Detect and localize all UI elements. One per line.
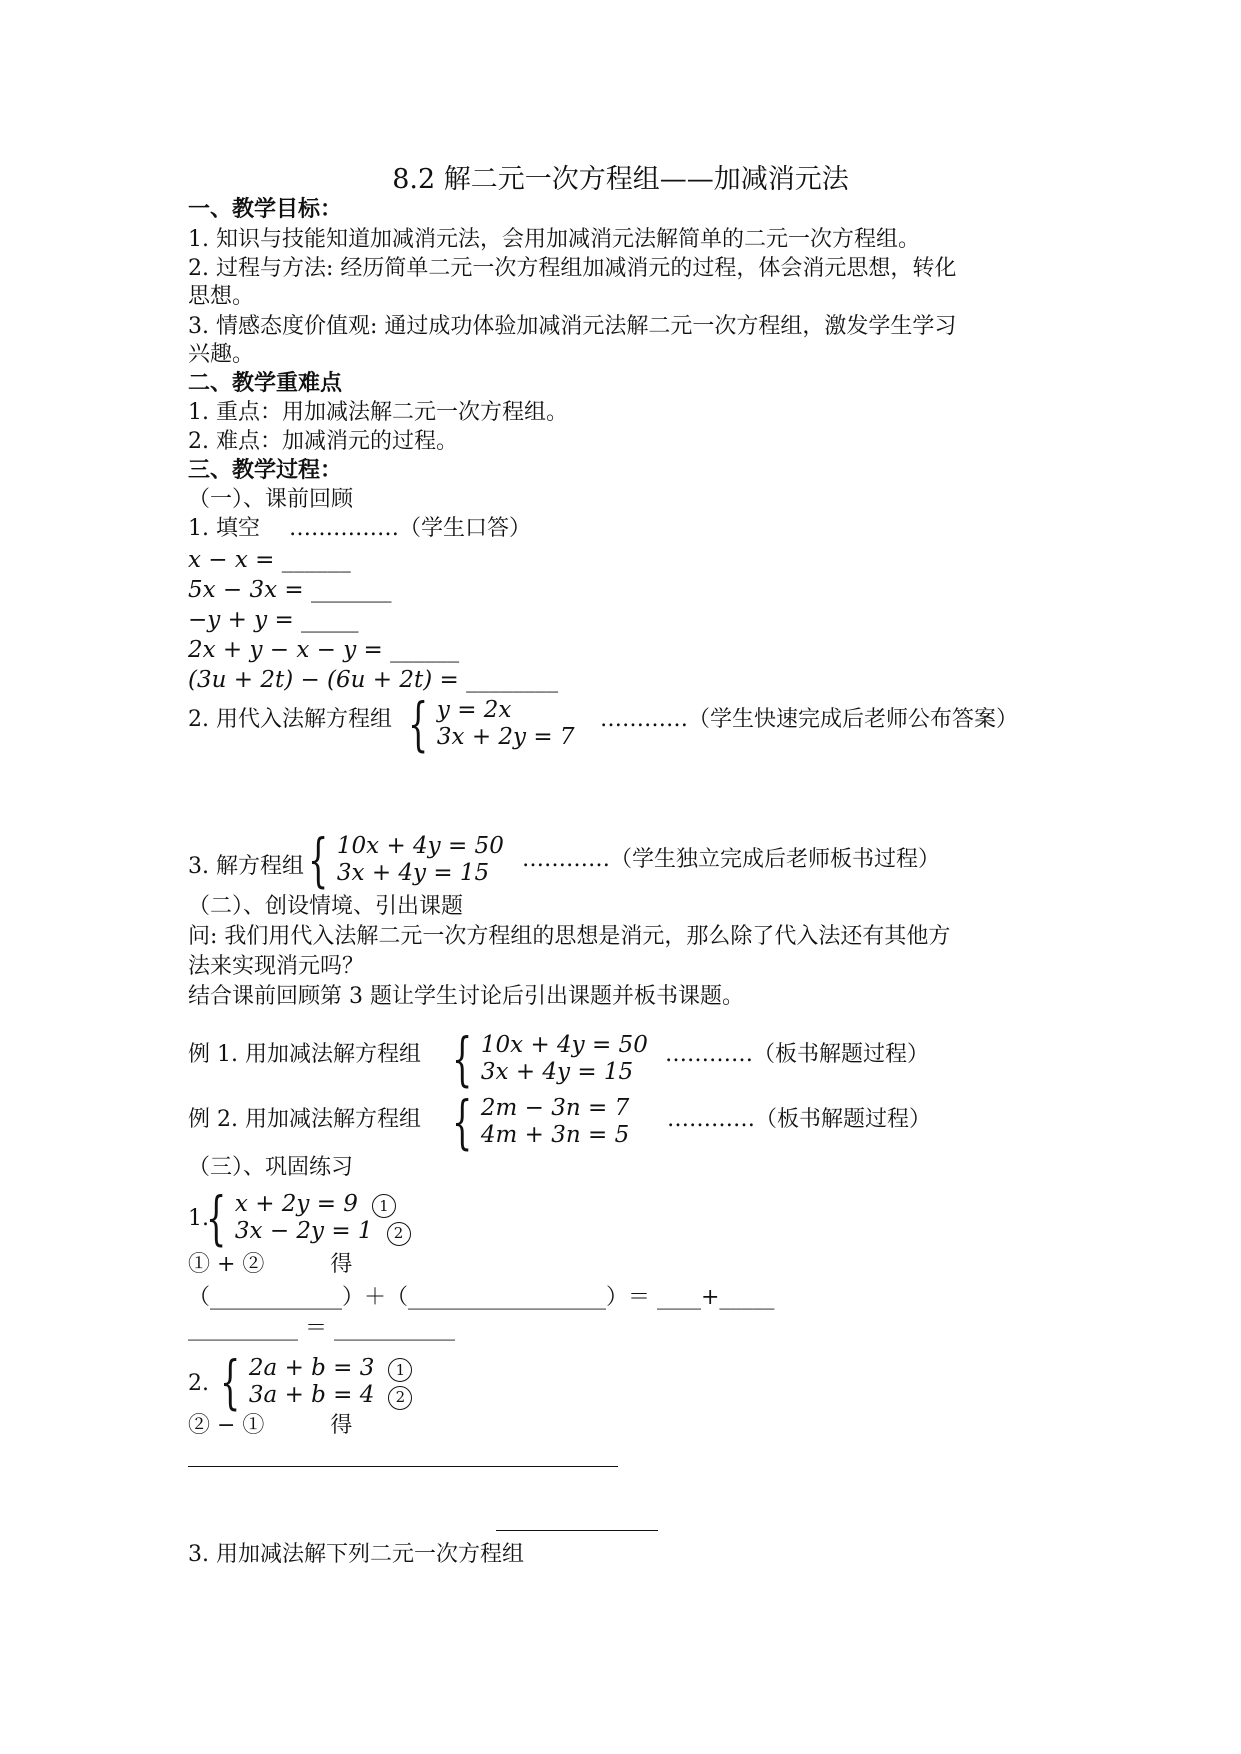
equation: 3x + 4y = 15 (336, 860, 490, 886)
section-3-heading: 三、教学过程： (188, 458, 343, 483)
equation: 10x + 4y = 50 (336, 833, 504, 859)
circled-number-1: 1 (388, 1358, 412, 1382)
question-text-a: 问: 我们用代入法解二元一次方程组的思想是消元，那么除了代入法还有其他方 (188, 924, 951, 949)
question-text-b: 法来实现消元吗？ (188, 954, 365, 979)
equation: 4m + 3n = 5 (480, 1122, 630, 1148)
practice-2-system: { 2a + b = 3 1 3a + b = 4 2 (220, 1354, 412, 1410)
practice-1-operation: ① + ② 得 (188, 1252, 353, 1277)
question-2-note: …………（学生快速完成后老师公布答案） (600, 707, 1019, 732)
practice-1-blanks-2: __________ ＝ ___________ (188, 1316, 455, 1341)
practice-1-system: { x + 2y = 9 1 3x − 2y = 1 2 (206, 1190, 411, 1246)
section-2-heading: 二、教学重难点 (188, 371, 343, 396)
equation: 3x + 4y = 15 (480, 1059, 634, 1085)
equation: 10x + 4y = 50 (480, 1032, 648, 1058)
answer-line (188, 1466, 618, 1467)
question-3-label: 3. 解方程组 (188, 854, 304, 879)
expression-2: 5x − 3x = _______ (188, 577, 392, 603)
example-2-system: { 2m − 3n = 7 4m + 3n = 5 (452, 1088, 630, 1156)
example-2-note: …………（板书解题过程） (667, 1107, 932, 1132)
question-2: 2. 用代入法解方程组 (188, 707, 392, 732)
expression-4: 2x + y − x − y = ______ (188, 637, 460, 663)
equation: 3x + 2y = 7 (436, 724, 575, 750)
page-title: 8.2 解二元一次方程组——加减消元法 (392, 164, 849, 195)
practice-3: 3. 用加减法解下列二元一次方程组 (188, 1542, 524, 1567)
equation: 2a + b = 3 (248, 1354, 375, 1381)
equation-row (249, 1355, 413, 1383)
equation: y = 2x (436, 697, 512, 723)
example-1-system: { 10x + 4y = 50 3x + 4y = 15 (452, 1025, 648, 1093)
key-point: 1. 重点：用加减法解二元一次方程组。 (188, 400, 568, 425)
part-2-heading: （二）、创设情境、引出课题 (188, 894, 464, 919)
practice-1-label: 1. (188, 1206, 209, 1231)
practice-2-operation: ② − ① 得 (188, 1413, 353, 1438)
objective-2a: 2. 过程与方法: 经历简单二元一次方程组加减消元的过程，体会消元思想，转化 (188, 256, 957, 281)
objective-3a: 3. 情感态度价值观: 通过成功体验加减消元法解二元一次方程组，激发学生学习 (188, 314, 957, 339)
practice-2-label: 2. (188, 1371, 209, 1396)
section-1-heading: 一、教学目标： (188, 197, 343, 222)
question-3-system: { 10x + 4y = 50 3x + 4y = 15 (308, 826, 504, 894)
example-2: 例 2. 用加减法解方程组 (188, 1107, 421, 1132)
expression-1: x − x = ______ (188, 547, 351, 573)
equation: 3a + b = 4 (248, 1382, 375, 1408)
difficult-point: 2. 难点：加减消元的过程。 (188, 429, 458, 454)
example-1-note: …………（板书解题过程） (665, 1042, 930, 1067)
circled-number-2: 2 (388, 1386, 412, 1410)
equation: 3x − 2y = 1 (234, 1218, 373, 1244)
equation-row (235, 1191, 411, 1219)
objective-3b: 兴趣。 (188, 342, 255, 367)
combine-text: 结合课前回顾第 3 题让学生讨论后引出课题并板书课题。 (188, 984, 744, 1009)
expression-5: (3u + 2t) − (6u + 2t) = ________ (188, 667, 559, 693)
circled-number-1: 1 (372, 1194, 396, 1218)
equation: 2m − 3n = 7 (480, 1095, 630, 1121)
fill-blank-task: 1. 填空 ……………（学生口答） (188, 516, 531, 541)
equation: x + 2y = 9 (234, 1190, 358, 1217)
part-1-heading: （一）、课前回顾 (188, 487, 354, 512)
equation-row (235, 1218, 411, 1246)
answer-line (496, 1530, 658, 1531)
question-3-note: …………（学生独立完成后老师板书过程） (522, 847, 941, 872)
part-3-heading: （三）、巩固练习 (188, 1155, 354, 1180)
practice-1-blanks-1: （____________）＋（__________________）＝ ____+_____ (188, 1285, 775, 1310)
question-2-system: { y = 2x 3x + 2y = 7 (408, 690, 575, 758)
circled-number-2: 2 (387, 1222, 411, 1246)
equation-row (249, 1382, 413, 1410)
objective-1: 1. 知识与技能知道加减消元法，会用加减消元法解简单的二元一次方程组。 (188, 227, 920, 252)
objective-2b: 思想。 (188, 284, 255, 309)
expression-3: −y + y = _____ (188, 607, 359, 633)
example-1: 例 1. 用加减法解方程组 (188, 1042, 421, 1067)
